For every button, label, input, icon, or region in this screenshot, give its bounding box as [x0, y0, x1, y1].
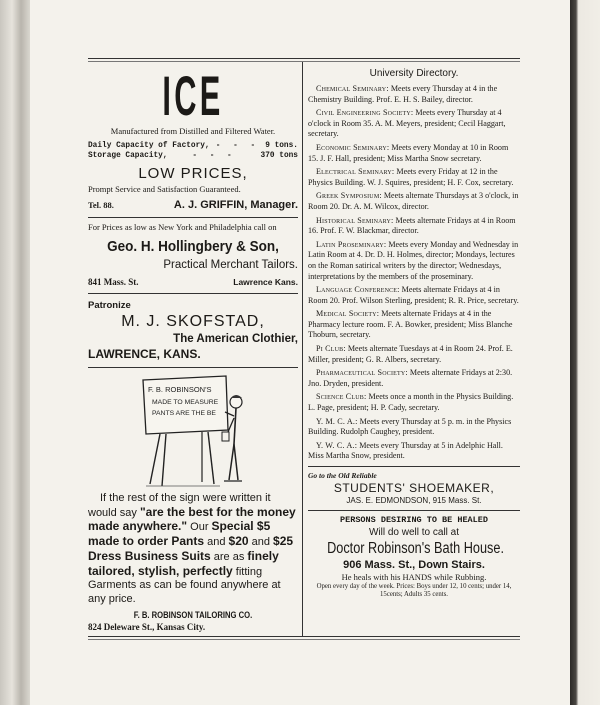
directory-entry [308, 143, 520, 164]
bottom-rule [88, 636, 520, 637]
entry-text: Meets alternate Fridays at 4 in Room 20. Prof. Wilson Sterling, president; R. R. Price, secretary. [308, 285, 519, 305]
entry-text: Meets every Thursday at 5 p. m. in the Physics Building. Rudolph Caughey, president. [308, 416, 512, 437]
entry-text: Meets every Thursday at 4 o'clock in Room 35. A. M. Meyers, president; Cecil Haggart, secretary. [308, 108, 506, 139]
storage-capacity-label: Storage Capacity, [88, 152, 168, 160]
directory-entry [308, 441, 520, 462]
entry-name: Historical Seminary: [316, 215, 394, 225]
tailor-name: Geo. H. Hollingbery & Son, [107, 238, 279, 255]
clothier-name: M. J. SKOFSTAD, [121, 313, 265, 330]
robinson-price-25: $25 Dress Business Suits [88, 534, 294, 563]
entry-name: Electrical Seminary: [316, 167, 395, 177]
ice-title: ICE [162, 64, 224, 127]
entry-name: Pharmaceutical Society: [316, 368, 408, 378]
bath-hours: Open every day of the week. Prices: Boys under 12, 10 cents; under 14, 15cents; Adults 35 cents. [316, 583, 512, 598]
robinson-special: Special $5 made to order Pants [88, 519, 271, 549]
robinson-company: F. B. ROBINSON TAILORING CO. [133, 609, 253, 620]
robinson-our: Our [190, 521, 209, 534]
robinson-finely: finely tailored, stylish, perfectly [88, 548, 279, 578]
clothier-city: LAWRENCE, KANS. [88, 347, 201, 361]
entry-name: Pi Club: [316, 344, 346, 354]
entry-text: Meets once a month in the Physics Building. L. Page, president; H. P. Cady, secretary. [308, 392, 514, 413]
shoemaker-name: STUDENTS' SHOEMAKER, [333, 481, 495, 495]
entry-text: Meets every Monday at 10 in Room 15. J. F. Hall, president; Miss Martha Snow secretary. [308, 142, 509, 163]
entry-text: Meets alternate Fridays at 4 in the Pharmacy lecture room. F. A. Bowker, president; Miss Blanche Thoburn, secretary. [308, 309, 513, 340]
bath-heals: He heals with his HANDS while Rubbing. [341, 572, 487, 582]
directory-entry [308, 216, 520, 237]
ice-tel: Tel. 88. [88, 200, 114, 210]
entry-name: Medical Society: [316, 309, 380, 319]
directory-title: University Directory. [369, 68, 459, 79]
sign-line-2: MADE TO MEASURE [152, 399, 219, 406]
entry-name: Latin Proseminary: [316, 239, 387, 249]
top-rule [88, 58, 520, 59]
factory-capacity-label: Daily Capacity of Factory, [88, 142, 210, 150]
ice-manager: A. J. GRIFFIN, Manager. [173, 199, 298, 211]
column-divider [302, 62, 303, 636]
left-column [88, 62, 298, 632]
directory-entry [308, 285, 520, 306]
directory-entry [308, 368, 520, 389]
directory-entry [308, 167, 520, 188]
clothier-patronize: Patronize [88, 300, 131, 311]
robinson-fitting: fitting Garments as can be found anywhere at any price. [88, 565, 281, 605]
robinson-are-as: are as [213, 550, 245, 563]
entry-text: Meets alternate Thursdays at 3 o'clock, in Room 20. Dr. A. M. Wilcox, director. [308, 191, 519, 211]
entry-name: Y. M. C. A.: [316, 416, 358, 426]
entry-text: Meets every Friday at 12 in the Physics Building. W. J. Squires, president; H. F. Cox, secretary. [308, 167, 514, 187]
entry-text: Meets alternate Fridays at 2:30. Jno. Dryden, president. [308, 368, 513, 388]
clothier-ad [88, 300, 298, 361]
divider [88, 293, 298, 294]
directory-entry [308, 392, 520, 413]
robinson-and: and [207, 536, 226, 549]
tailor-ad [88, 222, 298, 287]
entry-name: Chemical Seminary: [316, 84, 389, 93]
directory-entry [308, 191, 520, 212]
entry-text: Meets every Thursday at 4 in the Chemistry Building. Prof. E. H. S. Bailey, director. [308, 84, 498, 104]
entry-name: Science Club: [316, 392, 367, 402]
storage-capacity-value: 370 tons [260, 152, 298, 160]
shoemaker-ad [308, 471, 520, 505]
directory-entry [308, 309, 520, 341]
bath-address: 906 Mass. St., Down Stairs. [343, 559, 485, 571]
divider [88, 367, 298, 368]
tailor-intro: For Prices as low as New York and Philadelphia call on [88, 222, 277, 232]
entry-text: Meets every Thursday at 5 in Adelphic Hall. Miss Martha Snow, president. [308, 440, 503, 461]
shoemaker-owner: JAS. E. EDMONDSON, 915 Mass. St. [346, 496, 482, 505]
directory-list [308, 84, 520, 462]
robinson-quote: "are the best for the money made anywhere." [88, 504, 296, 534]
robinson-text-1: If the rest of the sign were written it would say [88, 492, 271, 519]
entry-name: Language Conference: [316, 285, 400, 295]
entry-name: Economic Seminary: [316, 142, 390, 152]
sign-illustration [88, 372, 298, 490]
sign-line-1: F. B. ROBINSON'S [148, 385, 212, 394]
factory-capacity-value: 9 tons. [265, 142, 298, 150]
entry-name: Civil Engineering Society: [316, 108, 414, 118]
entry-text: Meets every Monday and Wednesday in Latin Room at 4. Dr. D. H. Holmes, director; Mondays, lectures on the Roman satirical writers by the director; Wednesdays, interpretations by the members of the proseminary. [308, 239, 519, 281]
bath-name: Doctor Robinson's Bath House. [327, 540, 505, 557]
entry-text: Meets alternate Fridays at 4 in Room 16. Prof. F. W. Blackmar, director. [308, 215, 516, 236]
sign-line-3: PANTS ARE THE BE [152, 410, 216, 417]
right-column [308, 62, 520, 599]
robinson-and-2: and [251, 536, 270, 549]
tailor-address: 841 Mass. St. [88, 277, 139, 287]
entry-name: Greek Symposium: [316, 191, 382, 201]
tailor-tagline: Practical Merchant Tailors. [163, 259, 298, 271]
robinson-price-20: $20 [228, 534, 249, 549]
directory-entry [308, 240, 520, 282]
bath-line-2: Will do well to call at [368, 527, 460, 538]
entry-name: Y. W. C. A.: [316, 440, 358, 450]
divider [308, 466, 520, 467]
bottom-rule-thin [88, 639, 520, 640]
book-page-edges [0, 0, 30, 705]
robinson-address: 824 Deleware St., Kansas City. [88, 621, 206, 632]
low-prices: LOW PRICES, [138, 165, 248, 182]
entry-text: Meets alternate Tuesdays at 4 in Room 24. Prof. E. Miller, president; G. R. Albers, secretary. [308, 344, 513, 364]
bath-house-ad [308, 515, 520, 599]
directory-entry [308, 84, 520, 105]
robinson-tailoring-ad [88, 372, 298, 632]
clothier-tagline: The American Clothier, [173, 333, 298, 345]
robinson-copy [88, 492, 298, 607]
book-gutter [570, 0, 600, 705]
ice-subtitle: Manufactured from Distilled and Filtered Water. [110, 126, 276, 136]
shoemaker-intro: Go to the Old Reliable [308, 471, 377, 480]
directory-entry [308, 417, 520, 438]
ice-service: Prompt Service and Satisfaction Guaranteed. [88, 184, 241, 194]
tailor-city: Lawrence Kans. [233, 277, 298, 287]
bath-headline: PERSONS DESIRING TO BE HEALED [340, 515, 488, 525]
ice-ad: ICE Manufactured from Distilled and Filtered Water. Daily Capacity of Factory, - - - 9 tons. Storage Capacity, - - - 370 tons LOW PRICES, Prompt Service and Satisfaction Guaranteed. Tel. 88. A. J. GRIFFIN, Manager. [88, 64, 298, 211]
divider [308, 510, 520, 511]
divider [88, 217, 298, 218]
directory-entry [308, 344, 520, 365]
directory-entry [308, 108, 520, 140]
